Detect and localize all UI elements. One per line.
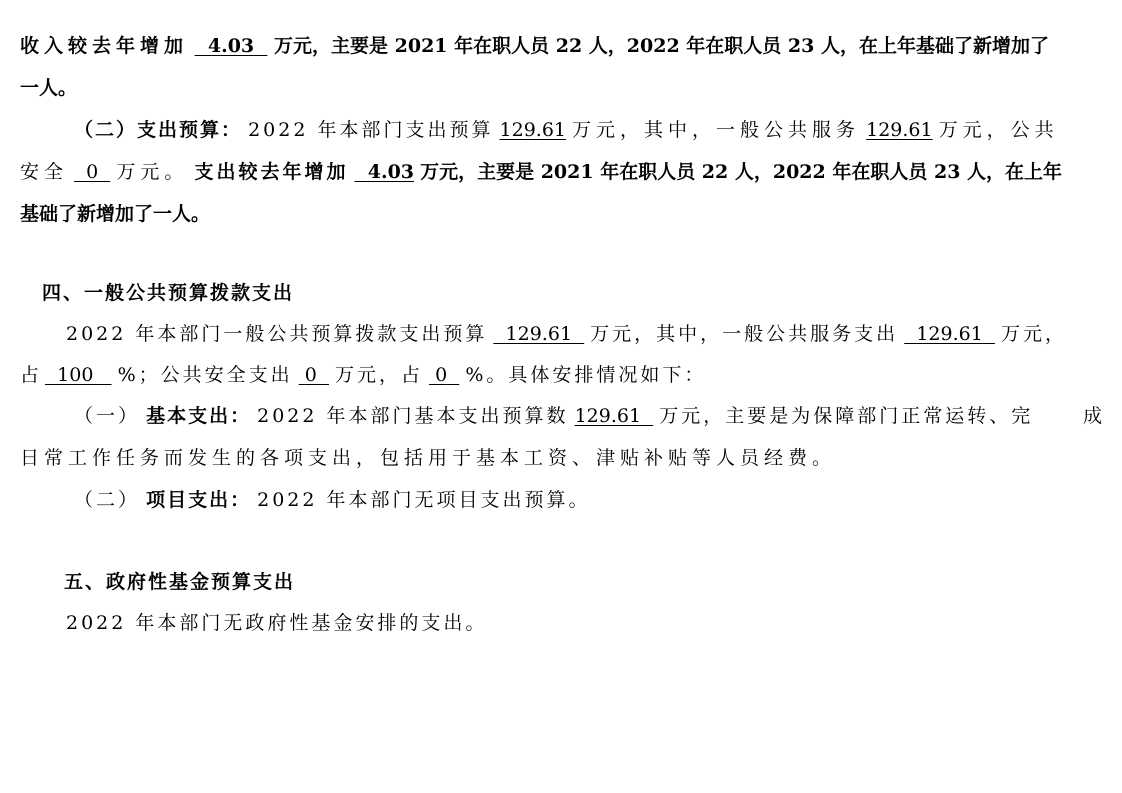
expense-budget-text-b: 万元，其中，一般公共服务 — [572, 119, 861, 141]
basic-expense-text-a: 2022 年本部门基本支出预算数 — [257, 405, 569, 427]
general-budget-text-a: 2022 年本部门一般公共预算拨款支出预算 — [66, 323, 488, 345]
general-budget-service: 129.61 — [916, 323, 983, 345]
section-4-para-line-1 — [20, 321, 1102, 347]
expense-increase-reason: 万元，主要是 2021 年在职人员 22 人，2022 年在职人员 23 人，在上年 — [420, 161, 1063, 183]
percent-text-b: %；公共安全支出 — [117, 364, 293, 386]
project-expense-label: （二） — [74, 489, 141, 511]
basic-expense-line-2 — [20, 445, 1102, 471]
income-increase-reason: 万元，主要是 2021 年在职人员 22 人，2022 年在职人员 23 人，在上年基础了新增加了 — [274, 35, 1049, 57]
income-tail-line-1 — [20, 33, 1102, 59]
section-5-heading: 五、政府性基金预算支出 — [64, 571, 296, 593]
section-4-title — [42, 280, 1102, 306]
expense-increase-amount: 4.03 — [367, 161, 415, 183]
expense-budget-text-c: 万元，公共 — [938, 119, 1059, 141]
expense-budget-text-a: 2022 年本部门支出预算 — [248, 119, 494, 141]
expense-budget-safety-unit: 万元。 — [116, 161, 189, 183]
basic-expense-amount: 129.61 — [574, 405, 642, 427]
expense-budget-service: 129.61 — [866, 119, 933, 141]
income-tail-line-2 — [20, 75, 1102, 101]
section-4-para-line-2 — [20, 362, 1102, 388]
basic-expense-text-b: 万元，主要是为保障部门正常运转、完 — [659, 405, 1034, 427]
expense-budget-label: （二）支出预算： — [74, 119, 243, 141]
expense-budget-safety: 0 — [86, 161, 99, 183]
expense-increase-label: 支出较去年增加 — [194, 161, 349, 183]
income-increase-amount: 4.03 — [207, 35, 255, 57]
project-expense-heading: 项目支出： — [146, 489, 252, 511]
percent-text-d: %。具体安排情况如下： — [465, 364, 707, 386]
percent-text-c: 万元，占 — [334, 364, 423, 386]
expense-budget-safety-label: 安全 — [20, 161, 69, 183]
basic-expense-heading: 基本支出： — [146, 405, 252, 427]
percent-label-1: 占 — [20, 364, 40, 386]
section-5-text-line — [66, 610, 1102, 636]
section-4-heading: 四、一般公共预算拨款支出 — [42, 282, 295, 304]
general-budget-text-c: 万元， — [1000, 323, 1067, 345]
section-5-text: 2022 年本部门无政府性基金安排的支出。 — [66, 612, 488, 634]
project-expense-text: 2022 年本部门无项目支出预算。 — [257, 489, 591, 511]
income-tail-text: 一人。 — [20, 77, 78, 99]
basic-expense-label: （一） — [74, 405, 141, 427]
public-safety-percent: 0 — [435, 364, 448, 386]
project-expense-line — [20, 487, 1102, 513]
expense-budget-line-3 — [20, 201, 1102, 227]
basic-expense-line-1 — [20, 403, 1102, 429]
general-budget-total: 129.61 — [505, 323, 573, 345]
general-service-percent: 100 — [57, 364, 94, 386]
basic-expense-description: 日常工作任务而发生的各项支出，包括用于基本工资、津贴补贴等人员经费。 — [20, 447, 837, 469]
expense-budget-line-1 — [20, 117, 1102, 143]
expense-budget-total: 129.61 — [499, 119, 566, 141]
section-5-title — [64, 569, 1102, 595]
income-increase-label: 收入较去年增加 — [20, 35, 189, 57]
general-budget-text-b: 万元，其中，一般公共服务支出 — [590, 323, 899, 345]
basic-expense-text-c: 成 — [1082, 405, 1102, 427]
expense-budget-tail: 基础了新增加了一人。 — [20, 203, 211, 225]
expense-budget-line-2 — [20, 159, 1102, 185]
public-safety-amount: 0 — [304, 364, 317, 386]
